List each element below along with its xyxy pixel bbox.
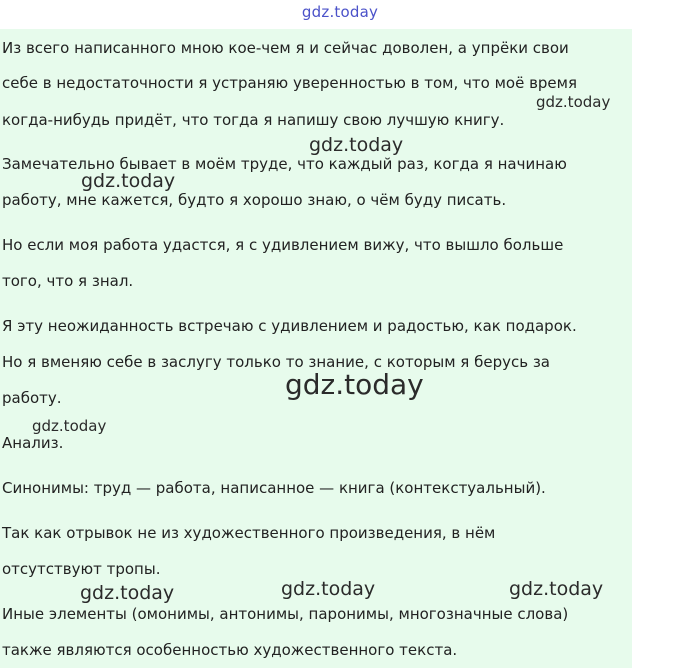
text-line: Из всего написанного мною кое-чем я и сейчас доволен, а упрёки свои bbox=[2, 39, 569, 57]
watermark: gdz.today bbox=[285, 368, 424, 401]
header-watermark: gdz.today bbox=[301, 3, 379, 21]
watermark: gdz.today bbox=[281, 578, 376, 600]
text-line: Я эту неожиданность встречаю с удивлением и радостью, как подарок. bbox=[2, 317, 577, 335]
text-line: отсутствуют тропы. bbox=[2, 560, 161, 578]
text-line: Но если моя работа удастся, я с удивлением вижу, что вышло больше bbox=[2, 236, 564, 254]
watermark: gdz.today bbox=[32, 417, 107, 435]
watermark: gdz.today bbox=[81, 170, 176, 192]
text-line: того, что я знал. bbox=[2, 272, 134, 290]
text-line: Замечательно бывает в моём труде, что каждый раз, когда я начинаю bbox=[2, 155, 567, 173]
text-line: работу, мне кажется, будто я хорошо знаю, о чём буду писать. bbox=[2, 191, 507, 209]
answer-panel bbox=[0, 29, 632, 668]
text-line: также являются особенностью художественного текста. bbox=[2, 641, 458, 659]
text-line: Так как отрывок не из художественного произведения, в нём bbox=[2, 524, 496, 542]
text-line: работу. bbox=[2, 389, 62, 407]
text-line: Но я вменяю себе в заслугу только то знание, с которым я берусь за bbox=[2, 353, 550, 371]
watermark: gdz.today bbox=[536, 93, 611, 111]
text-line: Синонимы: труд — работа, написанное — книга (контекстуальный). bbox=[2, 479, 546, 497]
watermark: gdz.today bbox=[309, 134, 404, 156]
text-line: Анализ. bbox=[2, 434, 64, 452]
text-line: Иные элементы (омонимы, антонимы, паронимы, многозначные слова) bbox=[2, 605, 569, 623]
text-line: когда-нибудь придёт, что тогда я напишу свою лучшую книгу. bbox=[2, 111, 505, 129]
text-line: себе в недостаточности я устраняю уверенностью в том, что моё время bbox=[2, 74, 577, 92]
watermark: gdz.today bbox=[80, 582, 175, 604]
watermark: gdz.today bbox=[509, 578, 604, 600]
